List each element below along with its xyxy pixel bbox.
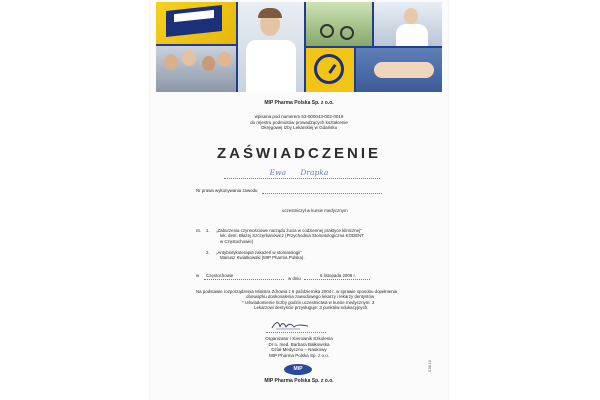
course-1-line-3: w Częstochowie) xyxy=(220,238,254,244)
side-code: 0.08.10 xyxy=(428,360,432,372)
date-dotted-line xyxy=(304,279,370,280)
course-2-line-2: Mariusz Kwiatkowski (MIP Pharma Polska). xyxy=(220,255,305,261)
header-company: MIP Pharma Polska Sp. z o.o. xyxy=(264,100,334,106)
legal-basis-line-2: obowiązku doskonalenia zawodowego lekarzy i lekarzy dentystów xyxy=(246,294,375,300)
group-of-people-photo xyxy=(156,46,236,92)
legal-basis-line-4: Lekarzowi dentyście przysługuje: 3 punktów edukacyjnych. xyxy=(254,305,369,311)
name-dotted-line xyxy=(224,178,380,179)
place-label: w xyxy=(196,273,200,278)
medicine-box-photo xyxy=(156,2,236,44)
right-to-practice-label: Nr prawa wykonywania zawodu xyxy=(196,188,258,193)
date-value: 6 listopada 2009 r. xyxy=(320,273,356,278)
practice-number-line xyxy=(262,193,382,194)
clock-icon xyxy=(314,54,344,84)
organizer-line-2: Dr n. med. Barbara Bałkowska xyxy=(268,341,330,347)
nurse-photo xyxy=(374,2,442,46)
footer-company: MIP Pharma Polska Sp. z o.o. xyxy=(264,378,334,384)
date-label: w dniu xyxy=(288,276,301,281)
registry-line-3: Okręgowej Izby Lekarskiej w Gdańsku xyxy=(260,125,338,131)
legal-basis-line-3: * Uświadomienie liczby godzin uczestnictwa w kursie medycznym: 3 xyxy=(242,299,375,305)
handshake-photo xyxy=(356,48,442,92)
organizer-line-4: MIP Pharma Polska Sp. z o.o. xyxy=(269,352,329,358)
organizer-line-1: Organizator / Kierownik Szkolenia xyxy=(265,336,333,341)
doctor-photo xyxy=(238,2,304,92)
course-label: nt. xyxy=(196,228,201,233)
handshake-icon xyxy=(374,62,434,78)
place-value: Częstochowie xyxy=(206,273,234,278)
recipient-name: Ewa Drapka xyxy=(269,168,329,177)
participation-text: uczestniczył w kursie medycznym xyxy=(282,208,348,213)
clock-graphic xyxy=(306,48,354,92)
cyclists-photo xyxy=(306,2,372,46)
signature xyxy=(270,319,310,331)
place-dotted-line xyxy=(204,279,284,280)
organizer-line-3: Dział Medyczno – Naukowy xyxy=(271,347,327,353)
registry-line-2: do rejestru podmiotów prowadzących kształcenie xyxy=(250,119,348,125)
certificate-title: ZAŚWIADCZENIE xyxy=(217,145,381,162)
course-1-line-1: „Zaburzenia czynnościowe narządu żucia w codziennej praktyce klinicznej" xyxy=(216,228,362,233)
mip-logo: MIP xyxy=(284,364,312,375)
legal-basis-line-1: Na podstawie rozporządzenia Ministra Zdrowia z 6 października 2004 r. w sprawie sposobu dopełnienia xyxy=(196,289,398,294)
course-1-line-2: lek. dent. Błażej Szczęrbanowicz (Przychodnia Stomatologiczna KODENT xyxy=(220,233,364,239)
course-2-line-1: „Antybiotykoterapia zakażeń w stomatologii" xyxy=(216,250,302,255)
photo-banner xyxy=(156,2,442,92)
course-1-number: 1. xyxy=(206,228,210,233)
course-2-number: 2. xyxy=(206,250,210,255)
registry-line-1: wpisana pod numerem 53-000043-002-0019 xyxy=(254,114,344,119)
certificate-page xyxy=(150,0,448,400)
signature-line xyxy=(266,332,326,333)
